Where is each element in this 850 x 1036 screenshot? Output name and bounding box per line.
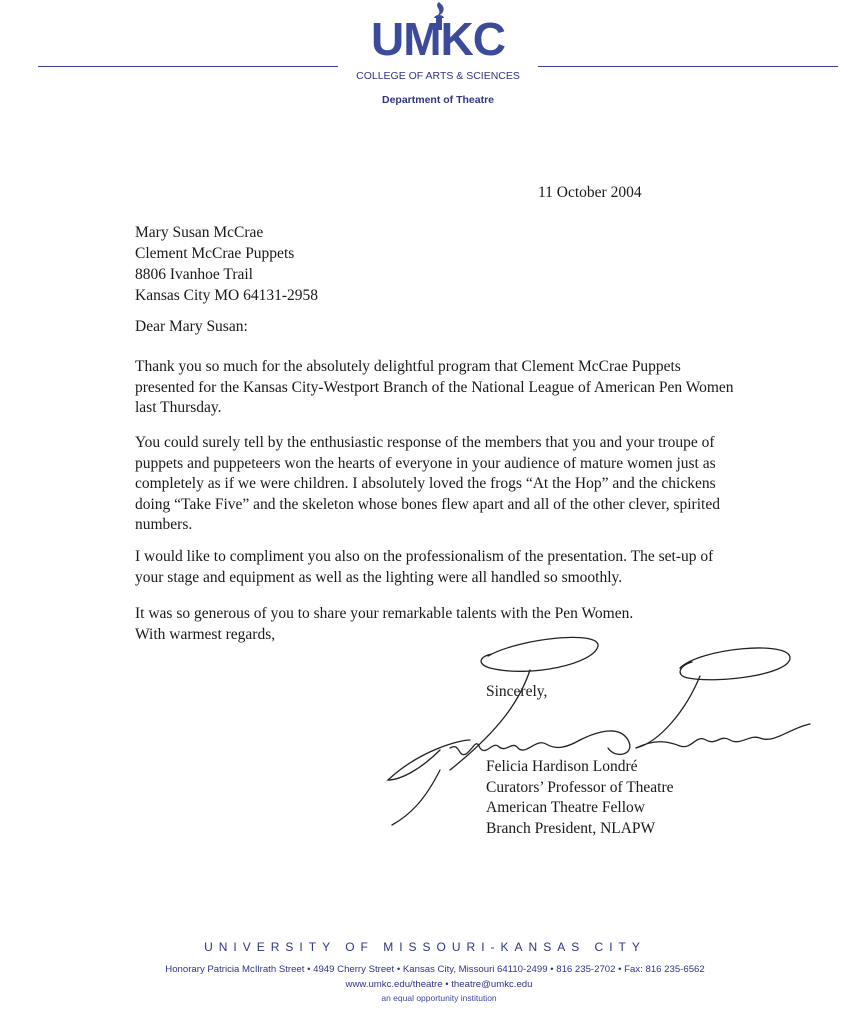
footer-university: UNIVERSITY OF MISSOURI-KANSAS CITY	[204, 940, 646, 954]
recipient-name: Mary Susan McCrae	[135, 224, 264, 241]
logo-wordmark: UMKC	[371, 13, 505, 65]
body-paragraph: You could surely tell by the enthusiastic response of the members that you and your troupe of puppets and puppeteers won the hearts of everyone in your audience of mature women just as completely as if we were children. I absolutely loved the frogs “At the Hop” and the chickens doing “Take Five” and the skeleton whose bones flew apart and all of the other clever, spirited numbers.	[135, 434, 720, 533]
recipient-address	[135, 222, 318, 306]
signer-title: Curators’ Professor of Theatre	[486, 778, 674, 796]
salutation: Dear Mary Susan:	[135, 318, 248, 335]
letterhead-rule-left	[38, 66, 338, 67]
letter-date: 11 October 2004	[538, 184, 642, 201]
department-name: Department of Theatre	[381, 94, 495, 106]
footer-address: Honorary Patricia McIlrath Street • 4949 Cherry Street • Kansas City, Missouri 64110-2499 • 816 235-2702 • Fax: 816 235-6562	[165, 964, 705, 975]
closing: Sincerely,	[486, 683, 548, 700]
college-name: COLLEGE OF ARTS & SCIENCES	[356, 70, 520, 82]
umkc-logo	[338, 0, 538, 110]
recipient-street: 8806 Ivanhoe Trail	[135, 266, 253, 283]
footer-web: www.umkc.edu/theatre • theatre@umkc.edu	[345, 979, 533, 990]
closing-sentence: It was so generous of you to share your remarkable talents with the Pen Women.	[135, 605, 634, 622]
warm-regards: With warmest regards,	[135, 625, 276, 643]
footer-equal-opportunity: an equal opportunity institution	[381, 993, 497, 1003]
letterhead-rule-right	[538, 66, 838, 67]
signer-branch-role: Branch President, NLAPW	[486, 819, 656, 837]
body-paragraph: I would like to compliment you also on the professionalism of the presentation. The set-up of your stage and equipment as well as the lighting were all handled so smoothly.	[135, 548, 714, 586]
signer-name: Felicia Hardison Londré	[486, 758, 638, 775]
signer-fellowship: American Theatre Fellow	[486, 799, 645, 816]
recipient-organization: Clement McCrae Puppets	[135, 245, 295, 262]
recipient-city: Kansas City MO 64131-2958	[135, 287, 318, 304]
body-paragraph: Thank you so much for the absolutely delightful program that Clement McCrae Puppets presented for the Kansas City-Westport Branch of the National League of American Pen Women last Thursday.	[135, 358, 734, 416]
signer-block	[486, 757, 674, 839]
